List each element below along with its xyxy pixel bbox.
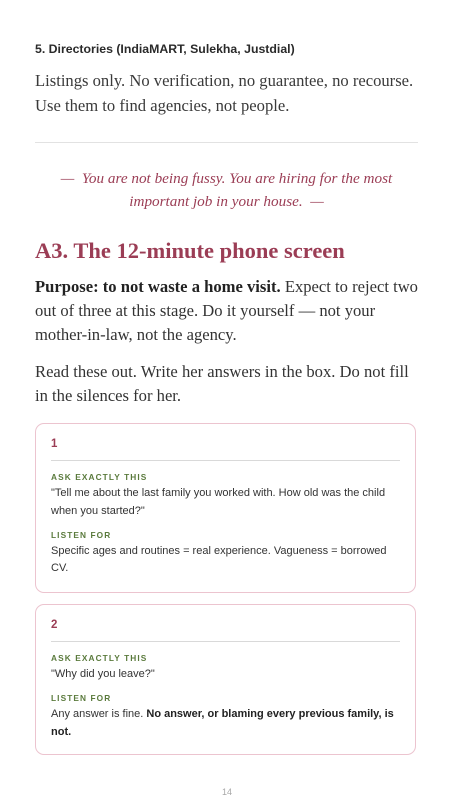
question-card	[35, 604, 416, 755]
listen-label: LISTEN FOR	[51, 529, 112, 540]
listen-label: LISTEN FOR	[51, 692, 112, 703]
question-number: 1	[51, 424, 400, 461]
page-number: 14	[221, 787, 232, 797]
ask-text: "Tell me about the last family you worked with. How old was the child when you started?"	[51, 487, 386, 517]
ask-label: ASK EXACTLY THIS	[51, 653, 148, 663]
purpose-text: Expect to reject two out of three at this stage. Do it yourself — not your mother-in-law, not the agency.	[35, 277, 418, 345]
purpose-paragraph	[35, 275, 418, 348]
listen-text	[51, 543, 400, 579]
question-number: 2	[51, 605, 400, 642]
divider	[35, 142, 418, 143]
listen-text	[51, 706, 400, 742]
question-card	[35, 423, 416, 593]
listen-text-plain: Specific ages and routines = real experience. Vagueness = borrowed CV.	[51, 544, 387, 575]
section-title: A3. The 12-minute phone screen	[35, 238, 345, 263]
directories-text: Listings only. No verification, no guarantee, no recourse. Use them to find agencies, not people.	[35, 71, 414, 115]
purpose-label: Purpose: to not waste a home visit.	[35, 277, 281, 296]
directories-heading: 5. Directories (IndiaMART, Sulekha, Justdial)	[35, 42, 295, 56]
listen-text-plain: Any answer is fine.	[51, 707, 147, 720]
quote-dash-close: —	[310, 192, 324, 210]
quote-text: You are not being fussy. You are hiring for the most important job in your house.	[81, 170, 393, 210]
ask-text: "Why did you leave?"	[51, 668, 155, 680]
pull-quote	[35, 168, 418, 213]
ask-label: ASK EXACTLY THIS	[51, 472, 148, 482]
listen-text-bold: No answer, or blaming every previous family, is not.	[51, 707, 394, 738]
instructions-paragraph: Read these out. Write her answers in the box. Do not fill in the silences for her.	[35, 362, 409, 406]
quote-dash-open: —	[60, 170, 75, 187]
